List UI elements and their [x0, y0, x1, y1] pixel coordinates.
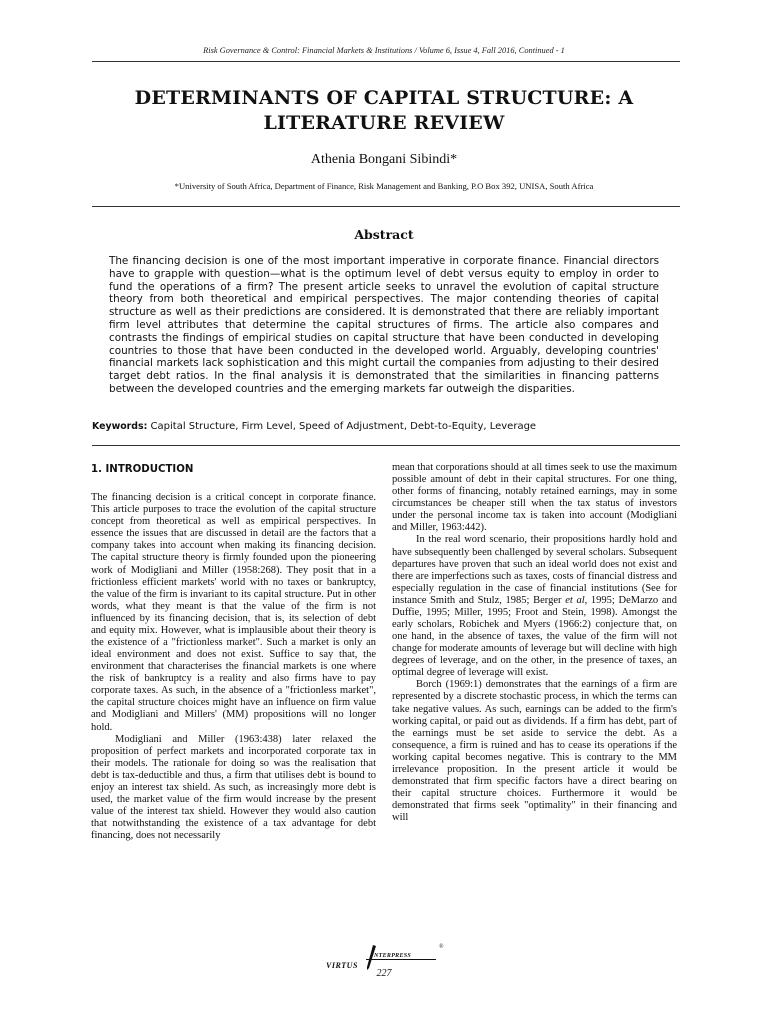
- paragraph-text: In the real word scenario, their propositions hardly hold and have subsequently been challenged by several scholars. Subsequent departures have proven that such an ideal world does not exist and there are imperfections such as taxes, costs of financial distress and especially regulation in the case of financial institutions (See for instance Smith and Stulz, 1985; Berger: [392, 534, 677, 606]
- right-column: [392, 462, 677, 824]
- keywords-rule: [92, 445, 680, 446]
- paper-title: DETERMINANTS OF CAPITAL STRUCTURE: A LITERATURE REVIEW: [134, 87, 634, 134]
- abstract-text: The financing decision is one of the most important imperative in corporate finance. Financial directors have to grapple with question—what is the optimum level of debt versus equity to employ in order to fund the operations of a firm? The present article seeks to unravel the evolution of capital structure theory from both theoretical and empirical perspectives. The major contending theories of capital structure as well as their predictions are considered. It is demonstrated that there are reliably important firm level attributes that determine the capital structures of firms. The article also compares and contrasts the findings of empirical studies on capital structure that have been conducted in developing countries to those that have been conducted in the developed world. Arguably, developing countries' financial markets lack sophistication and this might curtail the companies from adjusting to their desired target debt ratios. In the final analysis it is demonstrated that the similarities in financing patterns between the developed countries and the emerging markets far outweigh the disparities.: [109, 255, 659, 395]
- abstract-heading: Abstract: [354, 227, 414, 242]
- left-column: [91, 462, 376, 842]
- keywords: [92, 421, 682, 432]
- citation-et-al: et al: [565, 594, 585, 606]
- paragraph-text: , 1995; DeMarzo and Duffie, 1995; Miller, 1995; Froot and Stein, 1998). Amongst the early scholars, Robichek and Myers (1966:2) conjecture that, on one hand, in the absence of taxes, the value of the firm will not change for moderate amounts of leverage but will decline with high degrees of leverage, and on the other, in the presence of taxes, an optimal degree of leverage will exist.: [392, 594, 677, 679]
- page-number: 227: [376, 968, 392, 979]
- paragraph: Borch (1969:1) demonstrates that the earnings of a firm are represented by a discrete stochastic process, in which the terms can take negative values. As such, earnings can be added to the firm's working capital, or paid out as dividends. If a firm has debt, part of the earnings must be set aside to service the debt. As a consequence, a firm is ruined and has to cease its operations if the working capital becomes negative. This is contrary to the MM irrelevance proposition. In the present article it would be demonstrated that firm specific factors have a direct bearing on their capital structure choices. Furthermore it would be demonstrated that firms seek "optimality" in their financing and will: [392, 679, 677, 824]
- section-heading-introduction: 1. INTRODUCTION: [91, 464, 194, 475]
- journal-header: Risk Governance & Control: Financial Markets & Institutions / Volume 6, Issue 4, Fall 2016, Continued - 1: [203, 46, 565, 55]
- keywords-text: Capital Structure, Firm Level, Speed of Adjustment, Debt-to-Equity, Leverage: [150, 421, 537, 432]
- keywords-label: Keywords:: [92, 421, 148, 432]
- paragraph: mean that corporations should at all times seek to use the maximum possible amount of debt in their capital structures. For one thing, other forms of financing, notably retained earnings, may in some circumstances be cheaper still when the tax status of investors under the personal income tax is taken into account (Modigliani and Miller, 1963:442).: [392, 462, 677, 534]
- logo-underline: [366, 959, 436, 960]
- abstract-top-rule: [92, 206, 680, 207]
- logo-virtus-text: VIRTUS: [326, 961, 358, 970]
- paragraph: Modigliani and Miller (1963:438) later relaxed the proposition of perfect markets and incorporated corporate tax in their models. The rationale for doing so was the realisation that debt is tax-deductible and thus, a firm that utilises debt is bound to enjoy an interest tax shield. As such, as increasingly more debt is used, the market value of the firm would increase by the present value of the interest tax shield. However they would also caution that notwithstanding the existence of a tax advantage for debt financing, does not necessarily: [91, 733, 376, 842]
- author-name: Athenia Bongani Sibindi*: [310, 152, 458, 167]
- logo-registered-mark: ®: [439, 944, 444, 950]
- logo-interpress-text: NTERPRESS: [374, 953, 412, 959]
- header-rule: [92, 61, 680, 62]
- paragraph: [392, 534, 677, 679]
- paragraph: The financing decision is a critical concept in corporate finance. This article purposes to trace the evolution of the capital structure concept from theoretical as well as empirical perspectives. In essence the issues that are discussed in detail are the factors that a company takes into account when making its financing decision. The capital structure theory is firmly founded upon the pioneering work of Modigliani and Miller (1958:268). They posit that in a frictionless efficient markets' world with no taxes or bankruptcy, the value of the firm is invariant to its capital structure. Put in other words, what they meant is that the value of the firm is not influenced by its financing decision, that is, its selection of debt and equity mix. However, what is implausible about their theory is the existence of a "frictionless market". Such a market is only an ideal environment and does not exist. Suffice to say that, the environment that characterises the financial markets is one where the risk of bankruptcy is a reality and also firms have to pay corporate taxes. As such, in the absence of a "frictionless market", the capital structure choices might have an influence on firm value and Modigliani and Millers' (MM) propositions will no longer hold.: [91, 492, 376, 733]
- author-affiliation: *University of South Africa, Department of Finance, Risk Management and Banking, P.O Box 392, UNISA, South Africa: [174, 181, 594, 191]
